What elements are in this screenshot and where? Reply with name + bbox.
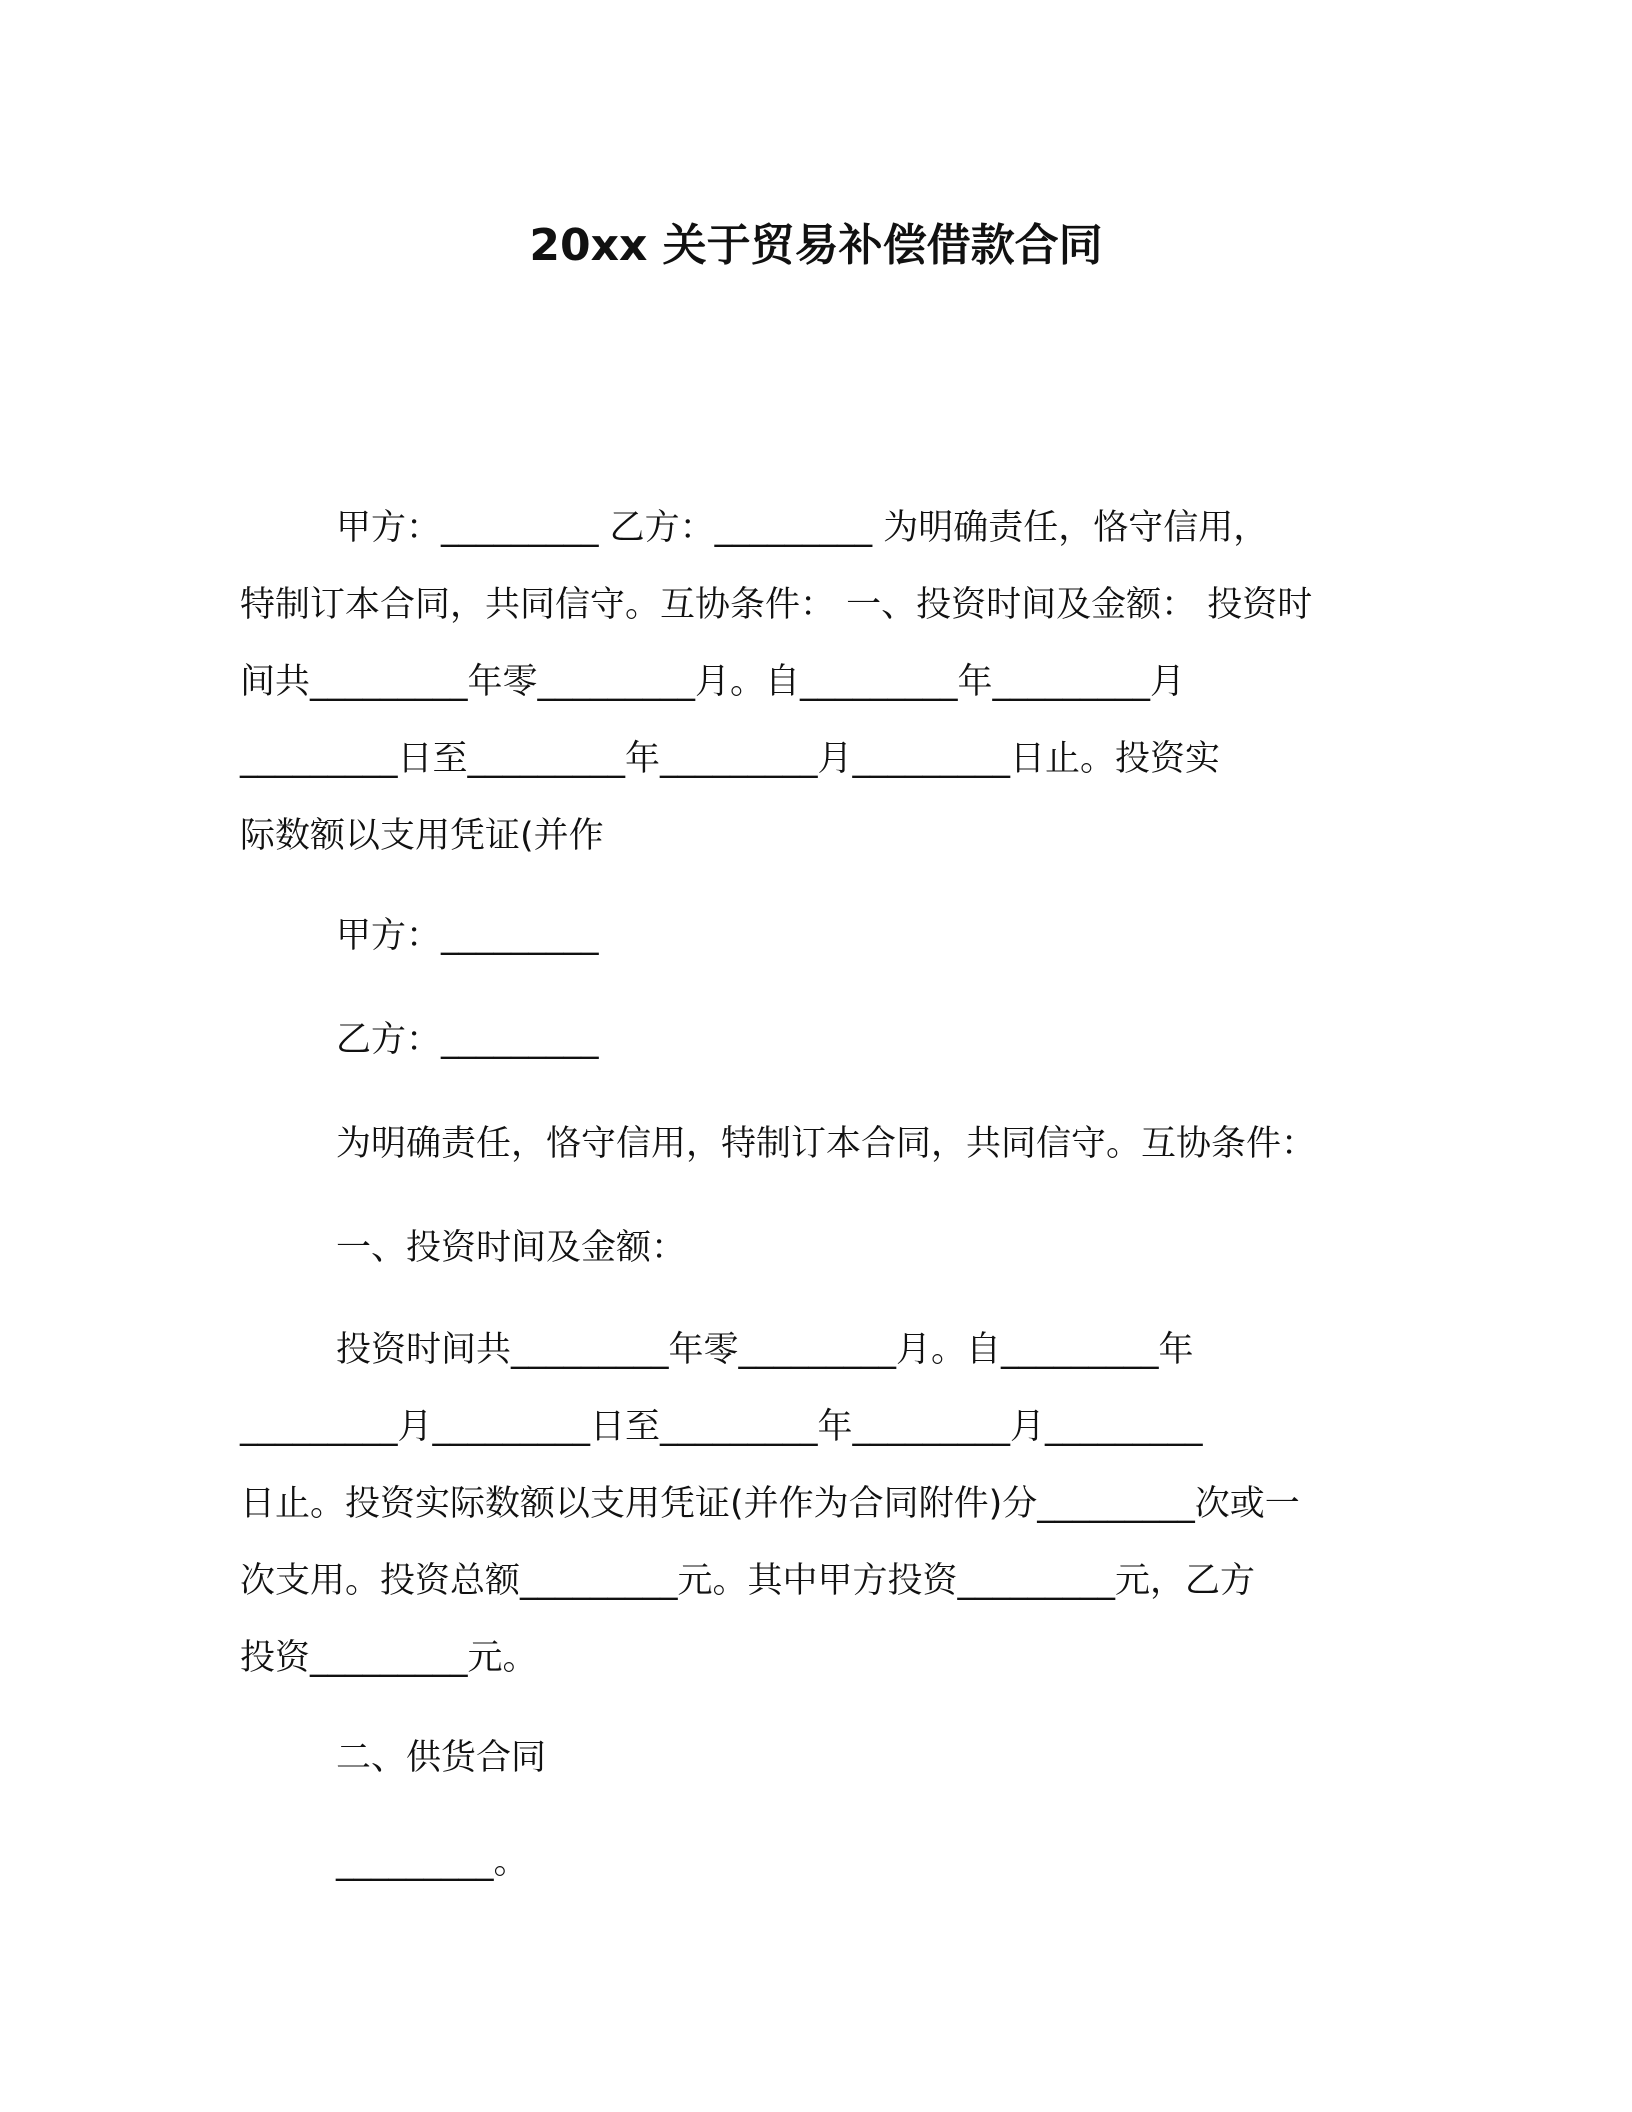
section-1-heading: 一、投资时间及金额： bbox=[336, 1228, 687, 1268]
section-1-line-5: 投资_________元。 bbox=[240, 1638, 538, 1678]
section-1-line-2: _________月_________日至_________年_________月_________ bbox=[240, 1407, 1203, 1447]
party-a-line: 甲方：_________ bbox=[336, 916, 599, 956]
section-1-line-1: 投资时间共_________年零_________月。自_________年 bbox=[336, 1330, 1194, 1370]
section-2-blank-line: _________。 bbox=[336, 1842, 529, 1882]
intro-line-5: 际数额以支用凭证(并作 bbox=[240, 816, 604, 856]
intro-paragraph bbox=[240, 490, 1390, 875]
section-1-paragraph bbox=[240, 1312, 1390, 1697]
intro-line-4: _________日至_________年_________月_________日止。投资实 bbox=[240, 739, 1221, 779]
section-2-heading: 二、供货合同 bbox=[336, 1738, 547, 1778]
intro-line-1: 甲方：_________ 乙方：_________ 为明确责任，恪守信用， bbox=[336, 508, 1269, 548]
preamble-paragraph: 为明确责任，恪守信用，特制订本合同，共同信守。互协条件： bbox=[336, 1124, 1317, 1164]
intro-line-3: 间共_________年零_________月。自_________年_________月 bbox=[240, 662, 1186, 702]
party-b-line: 乙方：_________ bbox=[336, 1020, 599, 1060]
document-title: 20xx 关于贸易补偿借款合同 bbox=[529, 220, 1103, 271]
section-1-line-3: 日止。投资实际数额以支用凭证(并作为合同附件)分_________次或一 bbox=[240, 1484, 1300, 1524]
intro-line-2: 特制订本合同，共同信守。互协条件： 一、投资时间及金额： 投资时 bbox=[240, 585, 1313, 625]
section-1-line-4: 次支用。投资总额_________元。其中甲方投资_________元，乙方 bbox=[240, 1561, 1256, 1601]
